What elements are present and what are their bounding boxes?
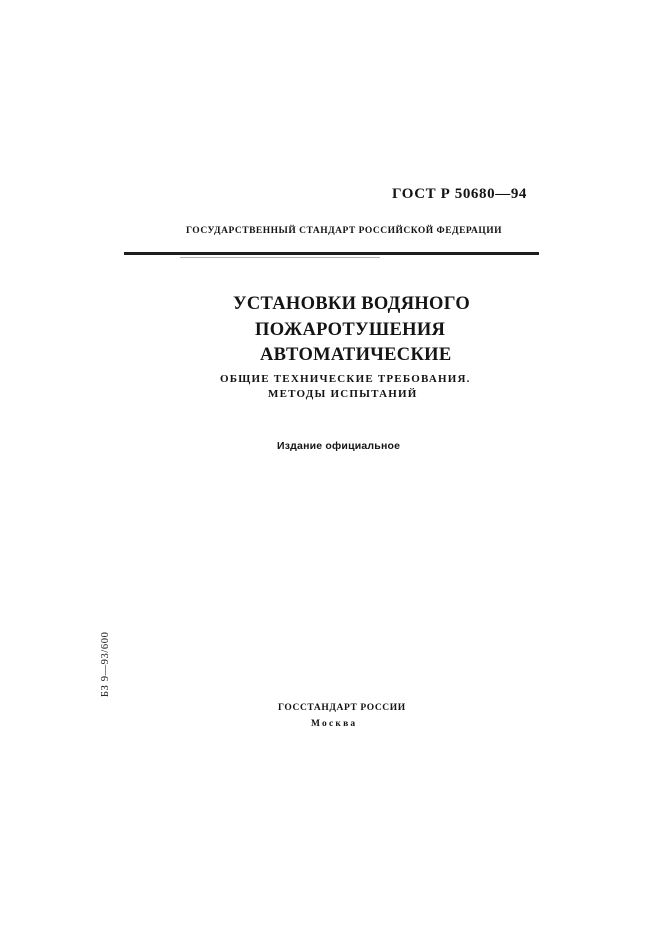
document-subtitle-line-2: МЕТОДЫ ИСПЫТАНИЙ <box>268 388 418 400</box>
state-standard-heading: ГОСУДАРСТВЕННЫЙ СТАНДАРТ РОССИЙСКОЙ ФЕДЕРАЦИИ <box>186 226 503 236</box>
publisher-name: ГОССТАНДАРТ РОССИИ <box>278 703 406 713</box>
edition-label: Издание официальное <box>277 440 401 452</box>
catalog-code: БЗ 9—93/600 <box>100 631 111 697</box>
standard-number: ГОСТ Р 50680—94 <box>392 186 528 202</box>
document-subtitle-line-1: ОБЩИЕ ТЕХНИЧЕСКИЕ ТРЕБОВАНИЯ. <box>220 373 471 385</box>
document-title-line-1: УСТАНОВКИ ВОДЯНОГО <box>233 294 471 314</box>
header-divider-shadow <box>180 257 380 258</box>
publisher-city: Москва <box>311 719 358 729</box>
document-title-line-3: АВТОМАТИЧЕСКИЕ <box>260 345 452 365</box>
document-title-line-2: ПОЖАРОТУШЕНИЯ <box>255 320 446 340</box>
header-divider <box>124 252 539 255</box>
